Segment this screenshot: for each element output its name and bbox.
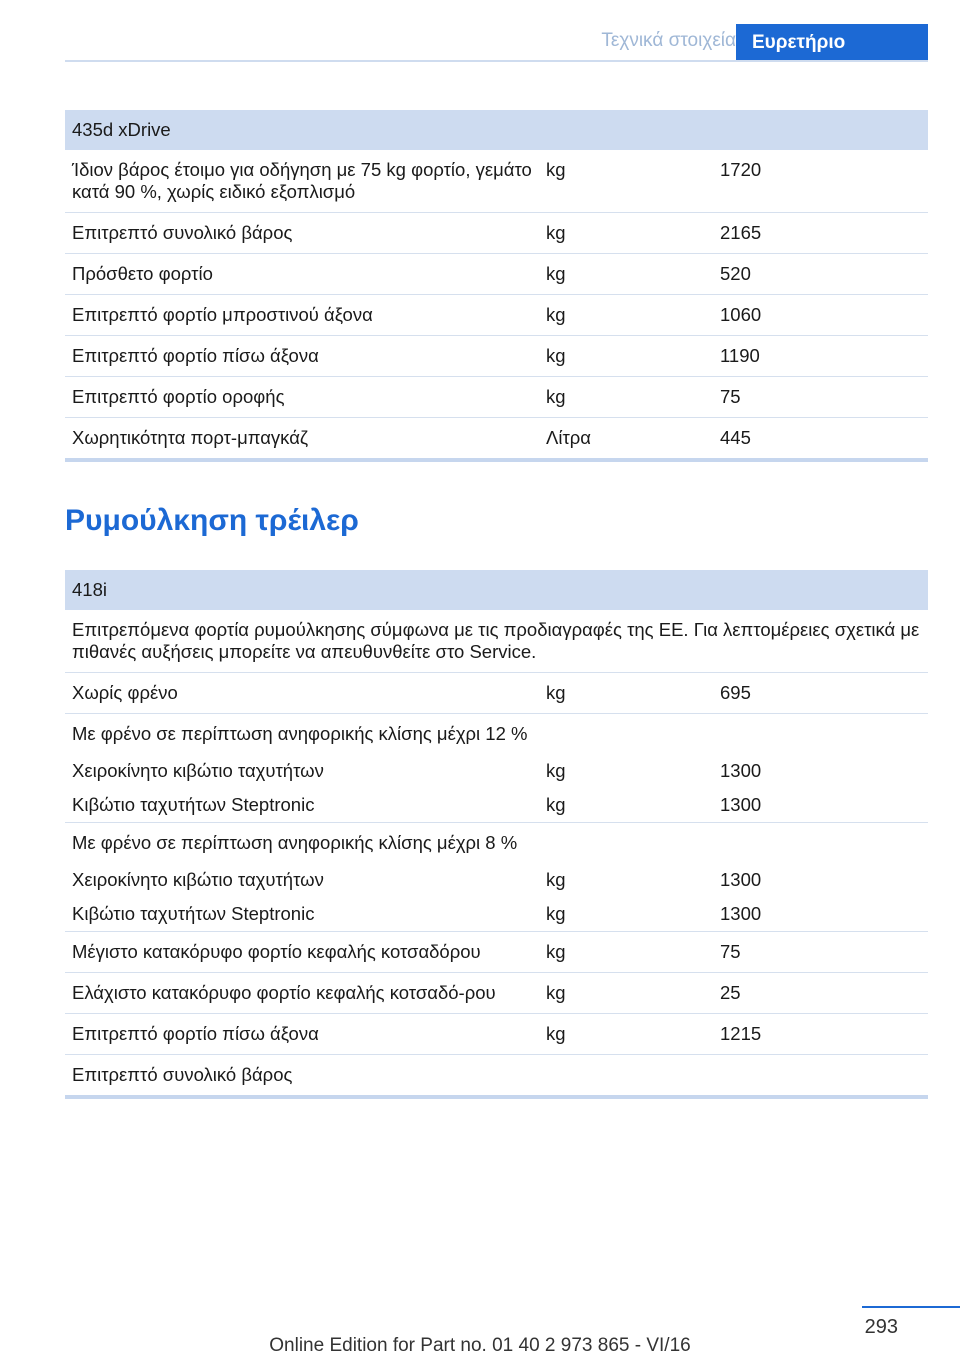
row-label: Επιτρεπτό συνολικό βάρος [65,213,539,254]
row-label: Κιβώτιο ταχυτήτων Steptronic [65,788,539,823]
row-value: 695 [713,673,928,714]
row-unit: kg [539,377,713,418]
row-label: Με φρένο σε περίπτωση ανηφορικής κλίσης μέχρι 8 % [72,832,518,853]
row-value: 75 [713,377,928,418]
row-value: 1300 [720,760,762,781]
spec-table-435d [65,110,928,462]
row-label: Χωρητικότητα πορτ-μπαγκάζ [65,418,539,461]
table-row [65,932,928,973]
row-label: Χειροκίνητο κιβώτιο ταχυτήτων [72,869,324,890]
table-row [65,897,928,932]
row-value: 1300 [713,788,928,823]
row-label: Επιτρεπτό φορτίο οροφής [65,377,539,418]
table-note: Επιτρεπόμενα φορτία ρυμούλκησης σύμφωνα με τις προδιαγραφές της ΕΕ. Για λεπτομέρειες σχετικά με πιθανές αυξήσεις μπορείτε να απευθυνθείτε στο Service. [65,610,928,673]
table-row [65,754,928,788]
row-unit: kg [539,295,713,336]
row-label: Πρόσθετο φορτίο [65,254,539,295]
table-row [65,150,928,213]
row-value: 1720 [713,150,928,213]
table-note-row [65,610,928,673]
table-row [65,336,928,377]
tab-technical-data[interactable]: Τεχνικά στοιχεία [601,30,736,51]
tab-index[interactable]: Ευρετήριο [736,24,928,62]
row-unit: kg [539,150,713,213]
table-row [65,213,928,254]
row-unit: kg [539,932,713,973]
row-value: 445 [713,418,928,461]
row-label: Κιβώτιο ταχυτήτων Steptronic [65,897,539,932]
row-unit: kg [539,973,713,1014]
table-row [65,254,928,295]
row-label: Επιτρεπτό φορτίο πίσω άξονα [65,1014,539,1055]
table-heading: 418i [65,570,928,610]
row-label: Επιτρεπτό φορτίο πίσω άξονα [65,336,539,377]
row-unit [539,714,713,755]
table-heading: 435d xDrive [65,110,928,150]
row-value: 75 [713,932,928,973]
row-unit [539,1055,713,1098]
row-label: Χωρίς φρένο [65,673,539,714]
table-row [65,295,928,336]
row-unit: kg [546,760,566,781]
row-value: 520 [713,254,928,295]
row-value: 1300 [713,897,928,932]
row-unit: Λίτρα [539,418,713,461]
row-value: 25 [713,973,928,1014]
table-heading-row [65,110,928,150]
row-label: Ελάχιστο κατακόρυφο φορτίο κεφαλής κοτσαδό-ρου [65,973,539,1014]
row-value: 1190 [713,336,928,377]
section-title: Ρυμούλκηση τρέιλερ [65,504,359,537]
table-row [65,1014,928,1055]
row-value: 1060 [713,295,928,336]
table-row [65,418,928,461]
row-value: 1300 [720,869,762,890]
row-unit: kg [539,336,713,377]
table-row [65,973,928,1014]
footer-edition: Online Edition for Part no. 01 40 2 973 865 - VI/16 [269,1335,691,1356]
table-row [65,863,928,897]
row-unit [539,823,713,864]
row-value [713,714,928,755]
row-label: Μέγιστο κατακόρυφο φορτίο κεφαλής κοτσαδόρου [65,932,539,973]
row-value: 1215 [713,1014,928,1055]
row-value [713,1055,928,1098]
header-divider [65,60,928,62]
row-label: Ίδιον βάρος έτοιμο για οδήγηση με 75 kg φορτίο, γεμάτο κατά 90 %, χωρίς ειδικό εξοπλισμό [65,150,539,213]
table-subheading-row [65,823,928,864]
row-label: Χειροκίνητο κιβώτιο ταχυτήτων [72,760,324,781]
row-unit: kg [539,788,713,823]
page-number: 293 [864,1316,898,1338]
table-row [65,673,928,714]
row-label: Επιτρεπτό συνολικό βάρος [65,1055,539,1098]
page-header [65,24,928,62]
table-heading-row [65,570,928,610]
row-label: Επιτρεπτό φορτίο μπροστινού άξονα [65,295,539,336]
row-value [713,823,928,864]
page-number-rule [862,1306,960,1308]
row-unit: kg [539,213,713,254]
table-row [65,788,928,823]
row-unit: kg [539,897,713,932]
row-unit: kg [539,673,713,714]
table-row [65,1055,928,1098]
table-subheading-row [65,714,928,755]
table-row [65,377,928,418]
row-unit: kg [539,1014,713,1055]
row-unit: kg [546,869,566,890]
row-label: Με φρένο σε περίπτωση ανηφορικής κλίσης μέχρι 12 % [72,723,528,744]
spec-table-418i [65,570,928,1099]
row-unit: kg [539,254,713,295]
row-value: 2165 [713,213,928,254]
